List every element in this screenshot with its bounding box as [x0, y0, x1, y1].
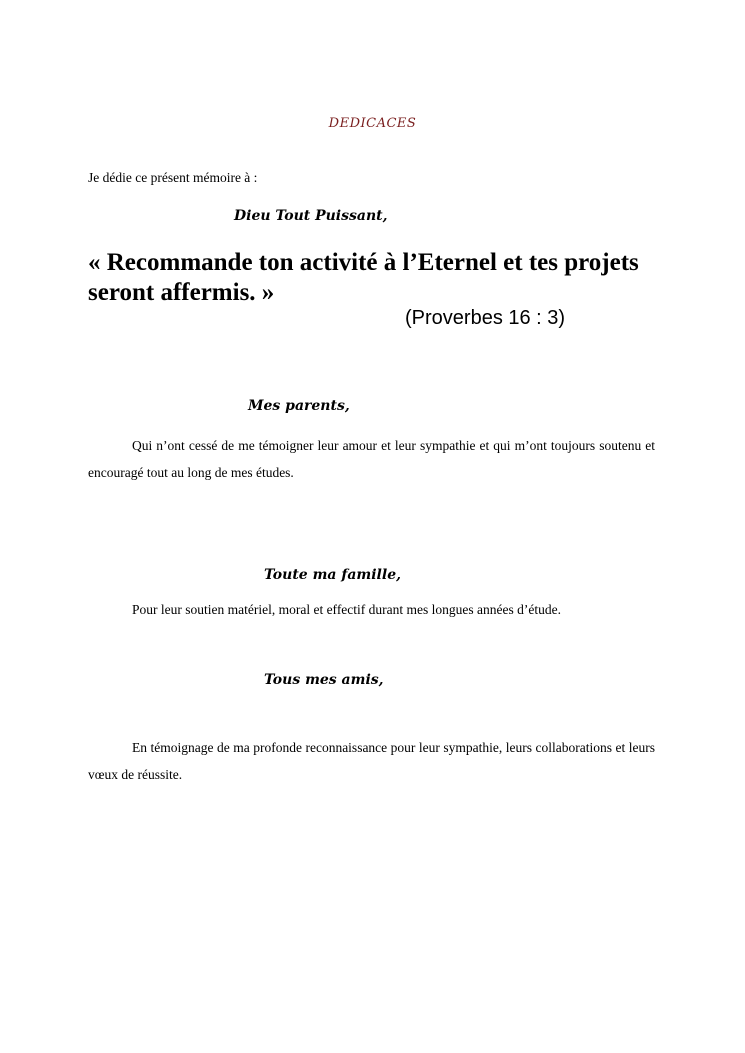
heading-dieu: Dieu Tout Puissant, [234, 208, 388, 224]
intro-line: Je dédie ce présent mémoire à : [88, 170, 258, 185]
heading-amis: Tous mes amis, [264, 672, 384, 688]
page-title: DEDICACES [328, 116, 417, 131]
paragraph-parents: Qui n’ont cessé de me témoigner leur amour et leur sympathie et qui m’ont toujours soutenu et encouragé tout au long de mes études. [88, 438, 655, 480]
heading-famille: Toute ma famille, [264, 567, 401, 583]
heading-parents: Mes parents, [248, 398, 350, 414]
bible-quote: « Recommande ton activité à l’Eternel et tes projets seront affermis. » [88, 249, 639, 306]
paragraph-famille: Pour leur soutien matériel, moral et effectif durant mes longues années d’étude. [132, 602, 561, 617]
quote-reference: (Proverbes 16 : 3) [405, 307, 566, 329]
paragraph-amis: En témoignage de ma profonde reconnaissance pour leur sympathie, leurs collaborations et leurs vœux de réussite. [88, 740, 655, 782]
